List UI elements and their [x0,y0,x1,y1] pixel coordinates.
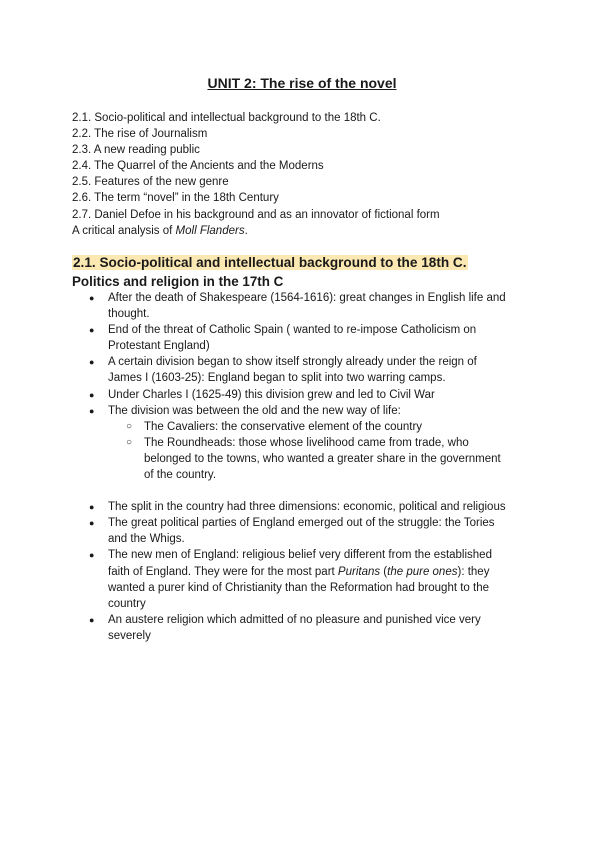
sub-bullet-icon: ○ [126,436,133,448]
bullet-text: severely [108,629,151,642]
bullet-item [72,290,532,306]
bullet-icon: ● [89,405,95,416]
bullet-text: faith of England. They were for the most part [108,565,338,578]
bullet-icon: ● [89,614,95,625]
toc-critical-analysis [72,223,532,239]
bullet-text: thought. [108,308,150,321]
bullet-text: A certain division began to show itself strongly already under the reign of [108,356,477,369]
bullet-list [72,290,532,644]
bullet-text: Under Charles I (1625-49) this division grew and led to Civil War [108,388,435,401]
toc-item: 2.7. Daniel Defoe in his background and as an innovator of fictional form [72,208,440,221]
toc-item: 2.3. A new reading public [72,144,200,157]
bullet-text: The split in the country had three dimensions: economic, political and religious [108,501,506,514]
bullet-item [72,612,532,628]
bullet-text: The new men of England: religious belief very different from the established [108,549,492,562]
bullet-icon: ● [89,325,95,336]
bullet-icon: ● [89,293,95,303]
bullet-item [72,515,532,531]
sub-bullet-text: The Cavaliers: the conservative element of the country [144,420,423,433]
sub-bullet-item [72,435,532,451]
bullet-continuation [72,531,532,547]
bullet-text: The great political parties of England emerged out of the struggle: the Tories [108,517,495,530]
bullet-text: An austere religion which admitted of no pleasure and punished vice very [108,613,481,626]
bullet-icon: ● [89,550,95,561]
bullet-item [72,387,532,403]
sub-bullet-icon: ○ [126,420,133,432]
sub-bullet-text: belonged to the towns, who wanted a greater share in the government [144,452,501,465]
bullet-continuation [72,306,532,322]
critical-analysis-suffix: . [244,224,248,237]
bullet-continuation [72,580,532,596]
bullet-icon: ● [89,518,95,529]
sub-bullet-item [72,419,532,435]
sub-bullet-continuation [72,451,532,467]
bullet-continuation [72,338,532,354]
document-title: UNIT 2: The rise of the novel [207,75,397,91]
bullet-text-italic: Puritans [337,565,381,578]
bullet-icon: ● [89,502,95,513]
bullet-continuation [72,596,532,612]
toc-item: 2.4. The Quarrel of the Ancients and the Moderns [72,160,324,173]
toc-item: 2.2. The rise of Journalism [72,128,208,141]
sub-bullet-text: The Roundheads: those whose livelihood came from trade, who [144,436,469,449]
bullet-continuation [72,628,532,644]
bullet-text: and the Whigs. [108,533,185,546]
bullet-text: After the death of Shakespeare (1564-1616): great changes in English life and [108,292,506,304]
table-of-contents [72,110,532,239]
bullet-icon: ● [89,389,95,400]
bullet-text: ): they [457,565,490,578]
bullet-item [72,499,532,515]
sub-heading: Politics and religion in the 17th C [72,274,284,289]
toc-item: 2.5. Features of the new genre [72,176,229,189]
bullet-continuation [72,564,532,580]
bullet-text: James I (1603-25): England began to split into two warring camps. [108,372,446,385]
toc-item: 2.6. The term “novel” in the 18th Century [72,192,279,205]
bullet-item [72,403,532,419]
critical-analysis-work: Moll Flanders [175,224,245,237]
toc-item: 2.1. Socio-political and intellectual background to the 18th C. [72,112,381,124]
bullet-text-italic: the pure ones [387,565,458,578]
sub-bullet-continuation [72,467,532,483]
critical-analysis-prefix: A critical analysis of [72,224,176,237]
bullet-item [72,547,532,563]
section-heading [72,254,468,272]
bullet-item [72,354,532,370]
bullet-text: End of the threat of Catholic Spain ( wanted to re-impose Catholicism on [108,324,477,337]
spacer [72,483,532,499]
sub-bullet-text: of the country. [144,469,217,482]
bullet-icon: ● [89,357,95,368]
bullet-item [72,322,532,338]
bullet-continuation [72,370,532,386]
highlighted-heading-text: 2.1. Socio-political and intellectual background to the 18th C. [73,255,467,270]
bullet-text: The division was between the old and the new way of life: [108,404,401,417]
bullet-text: Protestant England) [108,340,210,353]
bullet-text: ( [380,565,388,578]
bullet-text: country [108,597,146,610]
bullet-text: wanted a purer kind of Christianity than the Reformation had brought to the [108,581,490,594]
